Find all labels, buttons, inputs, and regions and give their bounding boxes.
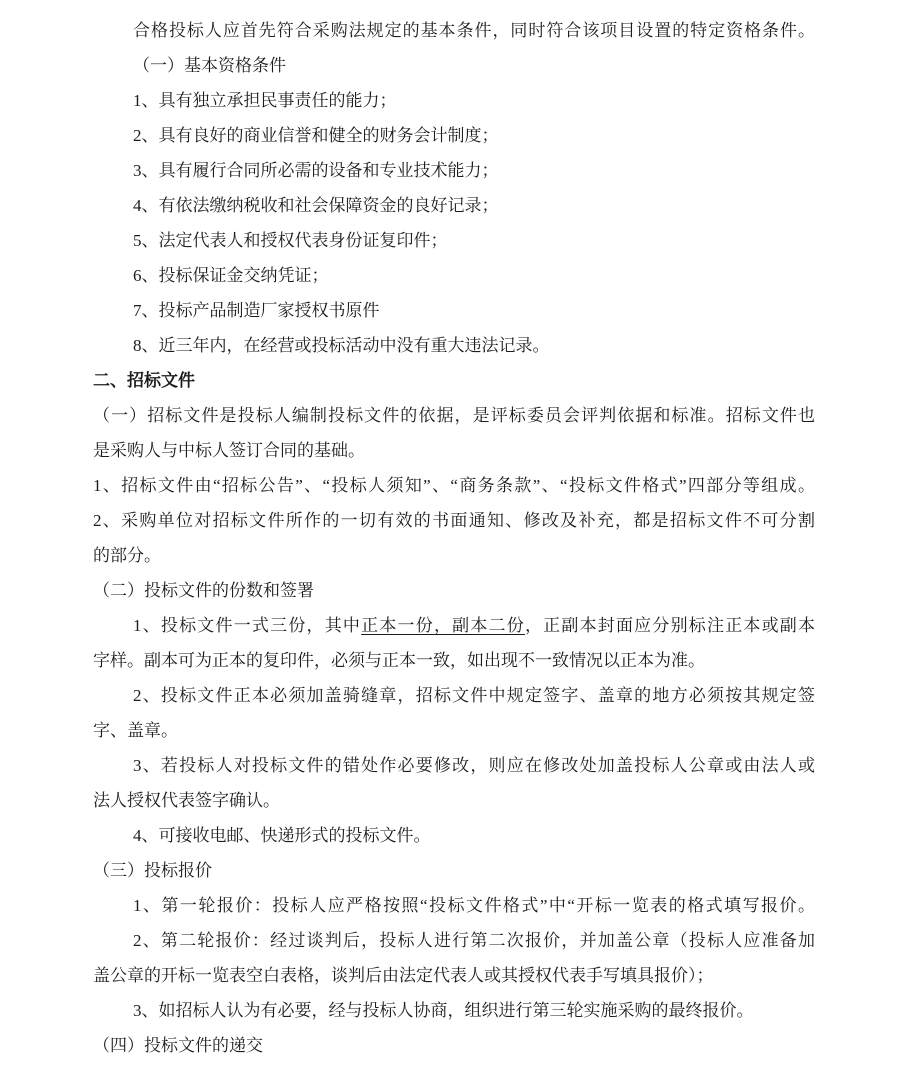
text-line (93, 573, 815, 608)
text-segment: 字、盖章。 (93, 721, 178, 740)
text-line (93, 538, 815, 573)
document-content (93, 13, 815, 1063)
text-line (93, 223, 815, 258)
text-line (93, 783, 815, 818)
text-line (93, 188, 815, 223)
text-line (93, 958, 815, 993)
text-segment: 2、第二轮报价：经过谈判后，投标人进行第二次报价，并加盖公章（投标人应准备加 (133, 931, 815, 950)
text-segment: 字样。副本可为正本的复印件，必须与正本一致，如出现不一致情况以正本为准。 (93, 651, 705, 670)
text-line (93, 1028, 815, 1063)
text-line (93, 678, 815, 713)
text-line (93, 433, 815, 468)
text-segment: 是采购人与中标人签订合同的基础。 (93, 441, 365, 460)
text-segment: 二、招标文件 (93, 371, 195, 390)
text-segment: 3、具有履行合同所必需的设备和专业技术能力； (133, 161, 499, 180)
text-segment: 2、采购单位对招标文件所作的一切有效的书面通知、修改及补充，都是招标文件不可分割 (93, 511, 815, 530)
text-segment: 2、具有良好的商业信誉和健全的财务会计制度； (133, 126, 499, 145)
text-line (93, 923, 815, 958)
text-segment: （二）投标文件的份数和签署 (93, 581, 314, 600)
text-line (93, 888, 815, 923)
text-line (93, 13, 815, 48)
text-line (93, 818, 815, 853)
text-segment: 合格投标人应首先符合采购法规定的基本条件，同时符合该项目设置的特定资格条件。 (133, 21, 815, 40)
text-segment: 4、有依法缴纳税收和社会保障资金的良好记录； (133, 196, 499, 215)
text-segment: 法人授权代表签字确认。 (93, 791, 280, 810)
text-line (93, 608, 815, 643)
text-line (93, 153, 815, 188)
text-line (93, 48, 815, 83)
text-segment: 2、投标文件正本必须加盖骑缝章，招标文件中规定签字、盖章的地方必须按其规定签 (133, 686, 815, 705)
text-line (93, 118, 815, 153)
text-segment: 7、投标产品制造厂家授权书原件 (133, 301, 380, 320)
text-segment: 的部分。 (93, 546, 161, 565)
text-line (93, 468, 815, 503)
text-line (93, 83, 815, 118)
text-segment: 1、投标文件一式三份，其中 (133, 616, 362, 635)
text-segment: 1、招标文件由“招标公告”、“投标人须知”、“商务条款”、“投标文件格式”四部分等组成。 (93, 476, 815, 495)
text-segment: 6、投标保证金交纳凭证； (133, 266, 329, 285)
text-line (93, 503, 815, 538)
text-segment: （一）基本资格条件 (133, 56, 286, 75)
underlined-text: 正本一份，副本二份 (361, 616, 525, 635)
text-segment: 3、如招标人认为有必要，经与投标人协商，组织进行第三轮实施采购的最终报价。 (133, 1001, 754, 1020)
text-segment: （一）招标文件是投标人编制投标文件的依据，是评标委员会评判依据和标准。招标文件也 (93, 406, 815, 425)
text-segment: 4、可接收电邮、快递形式的投标文件。 (133, 826, 431, 845)
text-segment: （三）投标报价 (93, 861, 212, 880)
section-heading (93, 363, 815, 398)
text-segment: 1、第一轮报价：投标人应严格按照“投标文件格式”中“开标一览表的格式填写报价。 (133, 896, 815, 915)
text-line (93, 328, 815, 363)
text-line (93, 398, 815, 433)
text-line (93, 748, 815, 783)
text-segment: 5、法定代表人和授权代表身份证复印件； (133, 231, 448, 250)
text-segment: 1、具有独立承担民事责任的能力； (133, 91, 397, 110)
text-line (93, 258, 815, 293)
text-segment: （四）投标文件的递交 (93, 1036, 263, 1055)
text-segment: 盖公章的开标一览表空白表格，谈判后由法定代表人或其授权代表手写填具报价）； (93, 966, 714, 985)
text-segment: ，正副本封面应分别标注正本或副本 (524, 616, 815, 635)
text-line (93, 993, 815, 1028)
text-line (93, 293, 815, 328)
text-segment: 8、近三年内，在经营或投标活动中没有重大违法记录。 (133, 336, 550, 355)
text-segment: 3、若投标人对投标文件的错处作必要修改，则应在修改处加盖投标人公章或由法人或 (133, 756, 815, 775)
text-line (93, 713, 815, 748)
text-line (93, 853, 815, 888)
text-line (93, 643, 815, 678)
